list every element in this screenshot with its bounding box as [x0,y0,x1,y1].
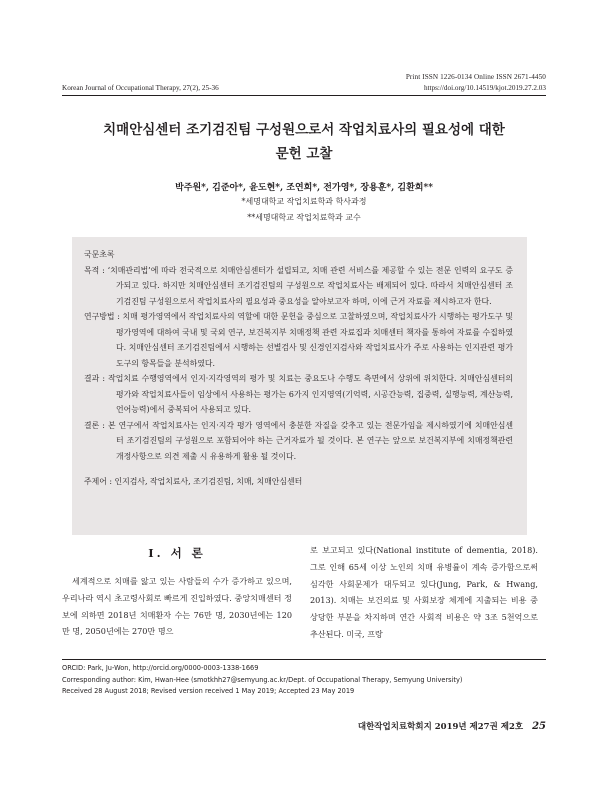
abstract-box [72,237,527,535]
footnotes [62,663,463,698]
abstract-purpose: 목적 : ‘치매관리법’에 따라 전국적으로 치매안심센터가 설립되고, 치매 관련 서비스를 제공할 수 있는 전문 인력의 요구도 증가되고 있다. 하지만 치매안심센터 조기검진팀의 구성원으로 작업치료사는 배제되어 있다. 따라서 치매안심센터 조기검진팀 구성원으로서 작업치료사의 필요성과 중요성을 알아보고자 하며, 이에 근거 자료를 제시하고자 한다. [84,265,513,306]
abstract-keywords: 주제어 : 인지검사, 작업치료사, 조기검진팀, 치매, 치매안심센터 [84,477,303,486]
abstract-result: 결과 : 작업치료 수행영역에서 인지·지각영역의 평가 및 치료는 중요도나 수행도 측면에서 상위에 위치한다. 치매안심센터의 평가와 작업치료사들이 임상에서 사용하는 평가는 6가지 인지영역(기억력, 시공간능력, 집중력, 실행능력, 계산능력, 언어능력)에서 중복되어 사용되고 있다. [84,374,513,414]
abstract-conclusion: 결론 : 본 연구에서 작업치료사는 인지·지각 평가 영역에서 충분한 자질을 갖추고 있는 전문가임을 제시하였기에 치매안심센터 조기검진팀의 구성원으로 포함되어야 하는 근거자료가 될 것이다. 본 연구는 앞으로 보건복지부에 치매정책관련 개정사항으로 의견 제출 시 유용하게 활용 될 것이다. [84,420,513,461]
body-right-column: 로 보고되고 있다(National institute of dementia, 2018). 그로 인해 65세 이상 노인의 치매 유병률이 계속 증가함으로써 심각한 사회문제가 대두되고 있다(Jung, Park, & Hwang, 2013). 치매는 보건의료 및 사회보장 체계에 지출되는 비용 중 상당한 부분을 차지하며 연간 사회적 비용은 약 3조 5천억으로 추산된다. 미국, 프랑 [310,545,538,639]
corresponding-author-note: Corresponding author: Kim, Hwan-Hee (smotkhh27@semyung.ac.kr/Dept. of Occupational Therapy, Semyung University) [62,675,463,684]
issn-line: Print ISSN 1226-0134 Online ISSN 2671-4450 [405,73,546,81]
article-title [62,118,546,166]
footnote-rule [62,659,546,660]
page-footer [358,720,546,732]
footer-journal-issue: 대한작업치료학회지 2019년 제27권 제2호 [357,722,524,732]
section-title: I. 서 론 [148,546,206,560]
title-line-2: 문헌 고찰 [275,146,333,162]
body-left-column: 세계적으로 치매를 앓고 있는 사람들의 수가 증가하고 있으며, 우리나라 역시 초고령사회로 빠르게 진입하였다. 중앙치매센터 정보에 의하면 2018년 치매환자 수는 76만 명, 2030년에는 120만 명, 2050년에는 270만 명으 [62,576,292,637]
affiliation-students: *세명대학교 작업치료학과 학사과정 [241,197,367,206]
affiliation-professor: **세명대학교 작업치료학과 교수 [247,213,361,222]
orcid-note[interactable]: ORCID: Park, Ju-Won, http://orcid.org/0000-0003-1338-1669 [62,664,259,672]
page-number: 25 [532,721,546,732]
received-dates-note: Received 28 August 2018; Revised version received 1 May 2019; Accepted 23 May 2019 [62,687,355,695]
doi-link[interactable]: https://doi.org/10.14519/kjot.2019.27.2.03 [423,84,546,92]
abstract-heading: 국문초록 [84,250,115,259]
title-line-1: 치매안심센터 조기검진팀 구성원으로서 작업치료사의 필요성에 대한 [103,122,505,138]
header-rule [62,95,546,96]
journal-citation: Korean Journal of Occupational Therapy, 27(2), 25-36 [62,84,219,92]
author-list: 박주원*, 김준아*, 윤도현*, 조연희*, 전가영*, 장용훈*, 김환희** [175,183,433,193]
abstract-method: 연구방법 : 치매 평가영역에서 작업치료사의 역할에 대한 문헌을 중심으로 고찰하였으며, 작업치료사가 시행하는 평가도구 및 평가영역에 대하여 국내 및 국외 연구, 보건복지부 치매정책 관련 자료집과 치매센터 책자를 통하여 자료를 수집하였다. 치매안심센터 조기검진팀에서 시행하는 선별검사 및 신경인지검사와 작업치료사가 주로 사용하는 인지관련 평가도구의 항목들을 분석하였다. [84,312,513,368]
